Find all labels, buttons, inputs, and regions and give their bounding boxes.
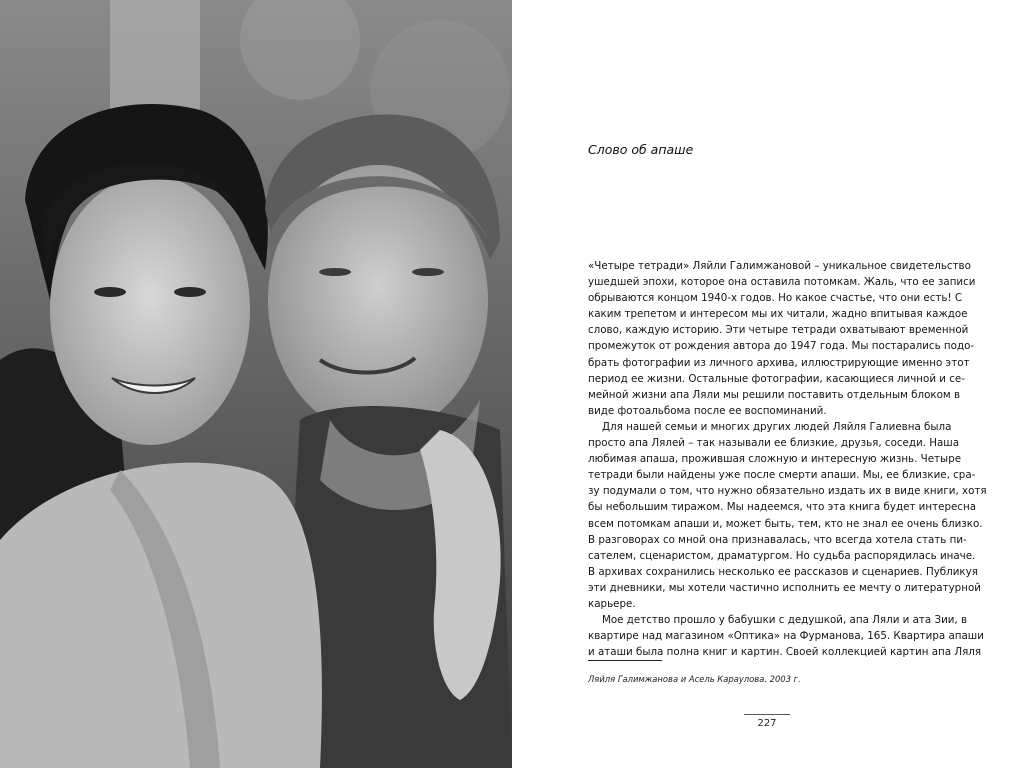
text-line: Мое детство прошло у бабушки с дедушкой, апа Ляли и ата Зии, в [602, 614, 968, 627]
text-line: тетради были найдены уже после смерти апаши. Мы, ее близкие, сра- [588, 469, 976, 482]
text-line: всем потомкам апаши и, может быть, тем, кто не знал ее очень близко. [588, 517, 983, 530]
text-line: сателем, сценаристом, драматургом. Но судьба распорядилась иначе. [588, 549, 976, 562]
text-line: промежуток от рождения автора до 1947 года. Мы постарались подо- [588, 340, 975, 353]
text-page [512, 0, 1024, 768]
text-line: Для нашей семьи и многих других людей Ляйля Галиевна была [602, 420, 952, 433]
text-line: В архивах сохранились несколько ее рассказов и сценариев. Публикуя [588, 565, 978, 578]
text-line: брать фотографии из личного архива, иллюстрирующие именно этот [588, 356, 970, 369]
footnote-divider [588, 660, 662, 661]
chapter-title: Слово об апаше [588, 142, 694, 157]
text-line: эти дневники, мы хотели частично исполнить ее мечту о литературной [588, 581, 981, 594]
text-line: виде фотоальбома после ее воспоминаний. [588, 404, 827, 417]
text-line: зу подумали о том, что нужно обязательно издать их в виде книги, хотя [588, 485, 987, 498]
text-line: слово, каждую историю. Эти четыре тетради охватывают временной [588, 324, 969, 337]
text-line: В разговорах со мной она признавалась, что всегда хотела стать пи- [588, 533, 967, 546]
text-line: ушедшей эпохи, которое она оставила потомкам. Жаль, что ее записи [588, 276, 976, 289]
text-line: любимая апаша, прожившая сложную и интересную жизнь. Четыре [588, 453, 962, 466]
body-text [588, 258, 987, 660]
page-number-rule [744, 714, 790, 715]
page-number: 227 [757, 718, 777, 729]
text-line: и аташи была полна книг и картин. Своей коллекцией картин апа Ляля [588, 646, 982, 659]
text-line: квартире над магазином «Оптика» на Фурманова, 165. Квартира апаши [588, 630, 984, 643]
text-line: карьере. [588, 597, 636, 610]
text-line: бы небольшим тиражом. Мы надеемся, что эта книга будет интересна [588, 501, 977, 514]
text-line: «Четыре тетради» Ляйли Галимжановой – уникальное свидетельство [588, 260, 971, 272]
text-line: обрываются концом 1940-х годов. Но какое счастье, что они есть! С [588, 292, 963, 305]
text-line: каким трепетом и интересом мы их читали, жадно впитывая каждое [588, 308, 968, 321]
text-line: период ее жизни. Остальные фотографии, касающиеся личной и се- [588, 372, 965, 385]
text-line: просто апа Лялей – так называли ее близкие, друзья, соседи. Наша [588, 437, 960, 450]
photo-caption: Ляйля Галимжанова и Асель Караулова. 2003 г. [588, 674, 801, 684]
text-line: мейной жизни апа Ляли мы решили поставить отдельным блоком в [588, 388, 961, 401]
